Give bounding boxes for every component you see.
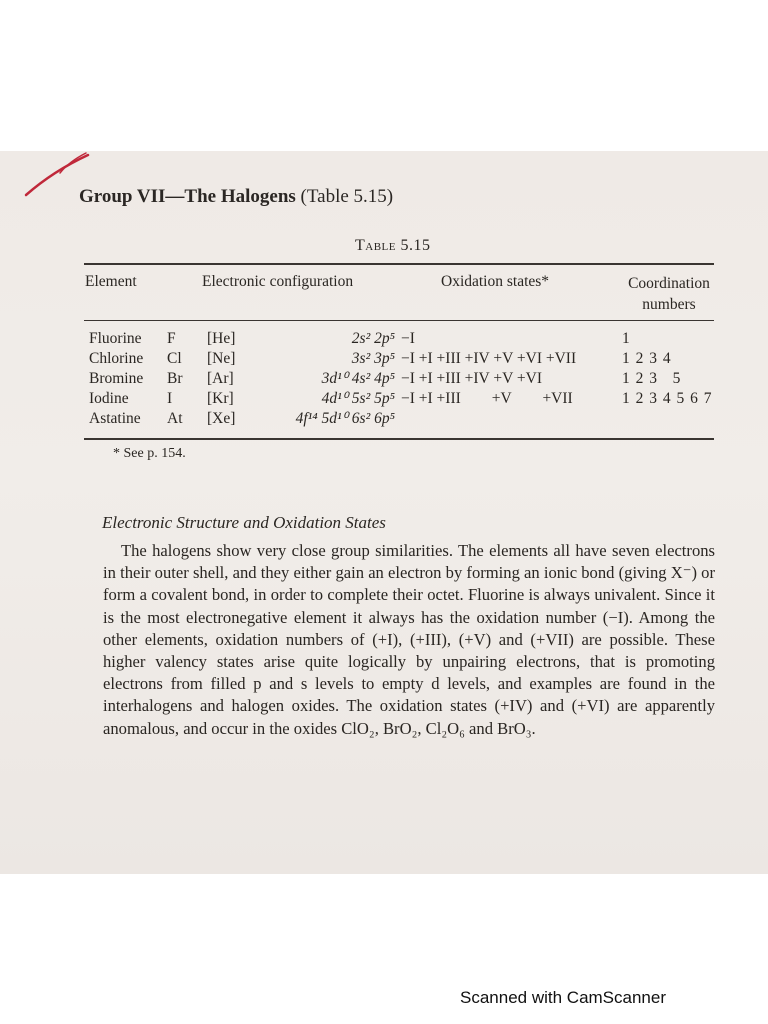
row-symbol: Cl	[167, 350, 182, 367]
row-name: Astatine	[89, 410, 141, 427]
row-name: Fluorine	[89, 330, 142, 347]
article-paragraph: The halogens show very close group similarities. The elements all have seven electrons in their outer shell, and they either gain an electron by forming an ionic bond (giving X⁻) or form a covalent bond, in order to complete their octet. Fluorine is always univalent. Since it is the most electronegative element it always has the oxidation number (−I). Among the other elements, oxidation numbers of (+I), (+III), (+V) and (+VII) are possible. These higher valency states arise quite logically by unpairing electrons, that is promoting electrons from filled p and s levels to empty d levels, and examples are found in the interhalogens and halogen oxides. The oxidation states (+IV) and (+VI) are apparently anomalous, and occur in the oxides ClO₂, BrO₂, Cl₂O₆ and BrO₃.	[103, 541, 715, 738]
row-core: [He]	[207, 330, 236, 347]
table-caption: Table 5.15	[355, 237, 431, 254]
header-config: Electronic configuration	[202, 273, 354, 290]
table-row	[0, 369, 768, 389]
row-core: [Ar]	[207, 370, 234, 387]
row-valence: 3d¹⁰ 4s² 4p⁵	[321, 370, 395, 387]
row-oxidation: −I	[401, 330, 415, 347]
table-header-rule	[84, 320, 714, 321]
scanner-watermark: Scanned with CamScanner	[460, 988, 667, 1007]
row-core: [Ne]	[207, 350, 236, 367]
table-row	[0, 329, 768, 349]
table-row	[0, 409, 768, 429]
row-oxidation: −I +I +III +IV +V +VI +VII	[401, 350, 577, 367]
row-core: [Kr]	[207, 390, 234, 407]
row-name: Chlorine	[89, 350, 144, 367]
row-coordination: 1 2 3 4 5 6 7	[622, 390, 713, 407]
row-oxidation: −I +I +III +IV +V +VI	[401, 370, 542, 387]
header-coordination: Coordination numbers	[628, 275, 710, 313]
row-valence: 4d¹⁰ 5s² 5p⁵	[321, 390, 395, 407]
row-valence: 3s² 3p⁵	[351, 350, 395, 367]
row-core: [Xe]	[207, 410, 236, 427]
row-name: Bromine	[89, 370, 144, 387]
table-row	[0, 349, 768, 369]
table-footnote: * See p. 154.	[113, 446, 186, 461]
scanned-page	[0, 151, 768, 874]
table-top-rule	[84, 263, 714, 265]
table-row	[0, 389, 768, 409]
article-subheading: Electronic Structure and Oxidation States	[102, 513, 386, 532]
table-bottom-rule	[84, 438, 714, 440]
row-oxidation: −I +I +III +V +VII	[401, 390, 573, 407]
row-name: Iodine	[89, 390, 129, 407]
row-symbol: Br	[167, 370, 183, 387]
row-symbol: I	[167, 390, 173, 407]
row-coordination: 1	[622, 330, 631, 347]
row-symbol: At	[167, 410, 183, 427]
row-valence: 2s² 2p⁵	[351, 330, 395, 347]
header-element: Element	[85, 273, 137, 290]
section-heading: Group VII—The Halogens (Table 5.15)	[79, 186, 394, 207]
row-symbol: F	[167, 330, 176, 347]
row-valence: 4f¹⁴ 5d¹⁰ 6s² 6p⁵	[295, 410, 395, 427]
row-coordination: 1 2 3 5	[622, 370, 682, 387]
header-oxidation: Oxidation states*	[441, 273, 550, 290]
row-coordination: 1 2 3 4	[622, 350, 672, 367]
